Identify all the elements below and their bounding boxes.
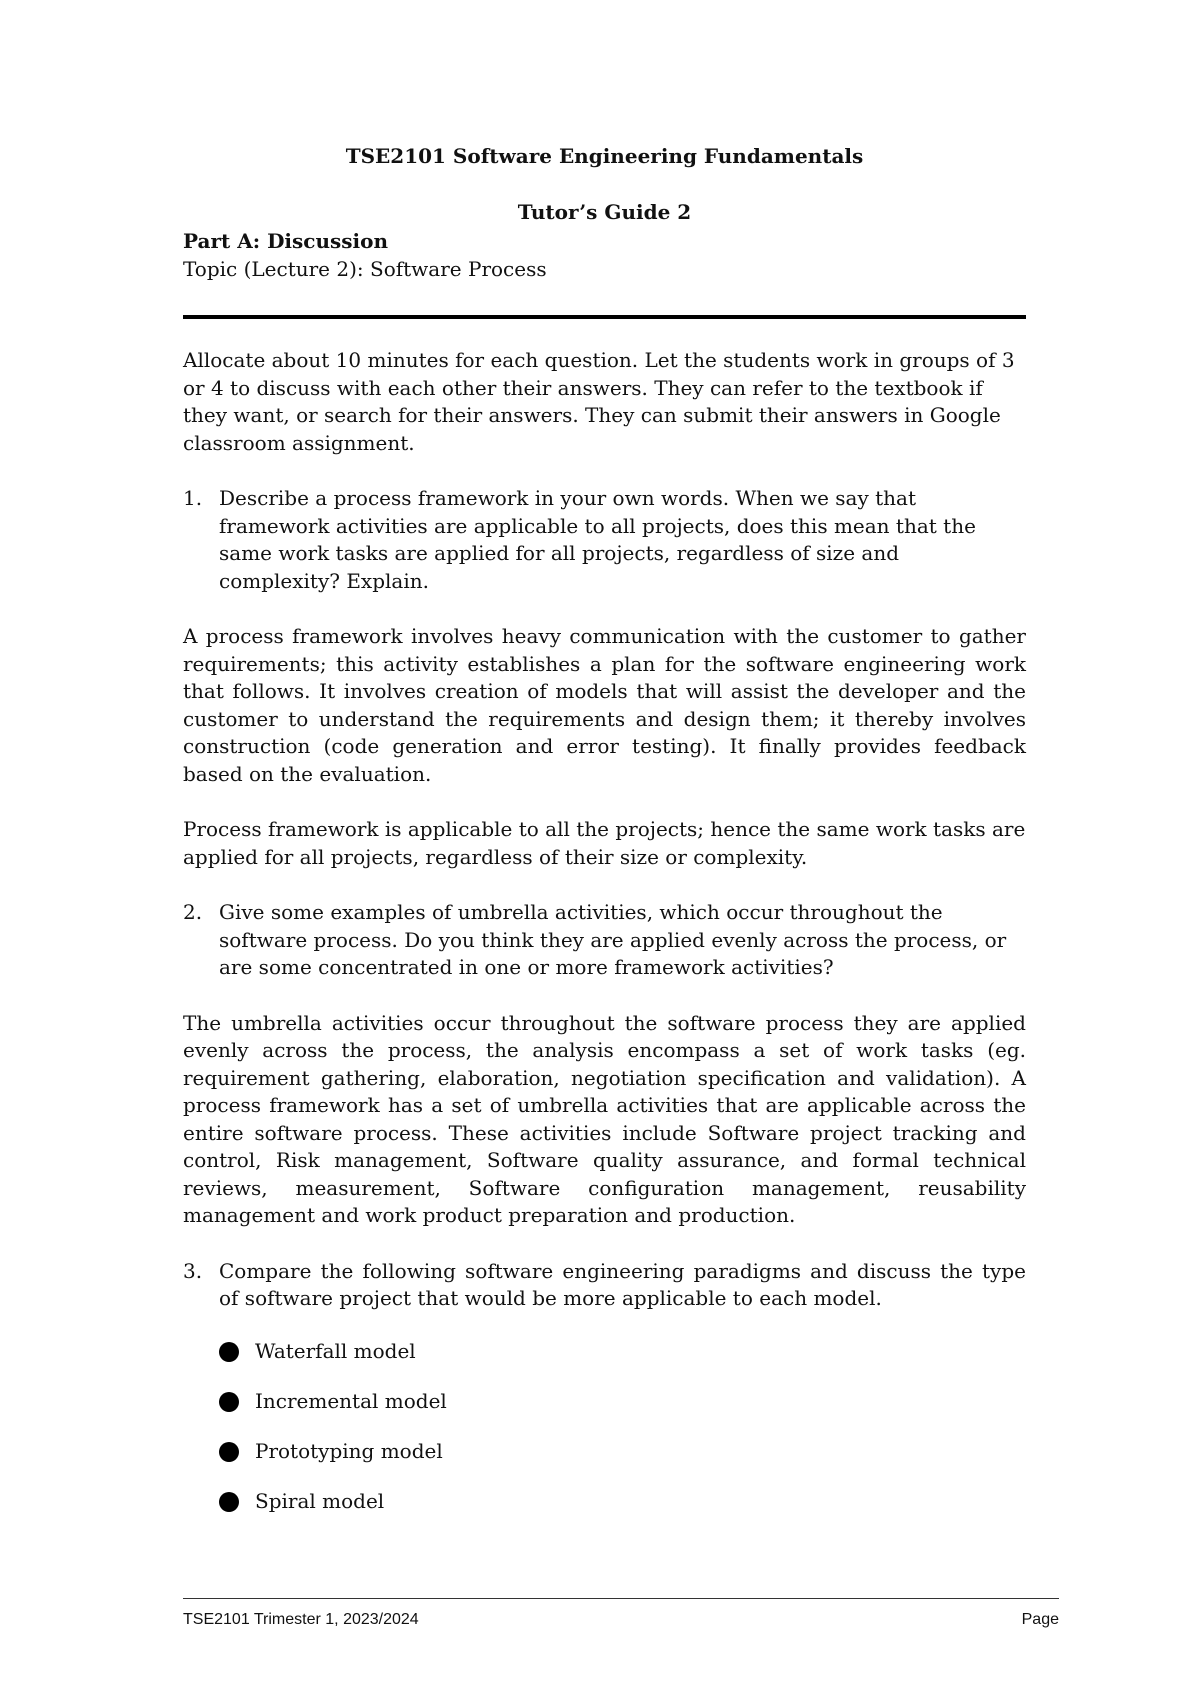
bullet-dot-icon [219,1492,239,1512]
question-text: Compare the following software engineering paradigms and discuss the type of software project that would be more applicable to each model. [219,1258,1026,1310]
list-item [219,1427,1026,1477]
footer-course-term: TSE2101 Trimester 1, 2023/2024 [183,1611,419,1628]
bullet-text: Spiral model [255,1488,385,1513]
list-item [219,1377,1026,1427]
page-footer [183,1598,1059,1629]
answer-paragraph: A process framework involves heavy communication with the customer to gather requirements; this activity establishes a plan for the software engineering work that follows. It involves creation of models that will assist the developer and the customer to understand the requirements and design them; it thereby involves construction (code generation and error testing). It finally provides feedback based on the evaluation. [183,624,1026,786]
bullet-dot-icon [219,1392,239,1412]
answer-paragraph: Process framework is applicable to all the projects; hence the same work tasks are applied for all projects, regardless of their size or complexity. [183,817,1026,869]
question-3 [183,1258,1026,1313]
question-number: 3. [183,1258,203,1283]
document-title: TSE2101 Software Engineering Fundamentals [345,144,864,168]
answer-paragraph: The umbrella activities occur throughout the software process they are applied evenly across the process, the analysis encompass a set of work tasks (eg. requirement gathering, elaboration, negotiation specification and validation). A process framework has a set of umbrella activities that are applicable across the entire software process. These activities include Software project tracking and control, Risk management, Software quality assurance, and formal technical reviews, measurement, Software configuration management, reusability management and work product preparation and production. [183,1010,1026,1227]
page-content [183,143,1026,1527]
bullet-dot-icon [219,1442,239,1462]
question-text: Describe a process framework in your own words. When we say that framework activities are applicable to all projects, does this mean that the same work tasks are applied for all projects, regardless of size and complexity? Explain. [219,486,976,593]
bullet-text: Prototyping model [255,1438,443,1463]
guide-title: Tutor’s Guide 2 [517,199,692,224]
model-bullet-list [219,1327,1026,1527]
question-1 [183,485,1026,595]
horizontal-rule [183,315,1026,319]
list-item [219,1327,1026,1377]
question-number: 1. [183,486,203,510]
question-number: 2. [183,900,203,924]
question-2 [183,899,1026,982]
part-heading: Part A: Discussion [183,229,388,253]
footer-page-label: Page [1021,1611,1059,1628]
topic-line: Topic (Lecture 2): Software Process [183,256,547,281]
question-text: Give some examples of umbrella activities, which occur throughout the software process. Do you think they are applied evenly across the process, or are some concentrated in one or more framework activities? [219,900,1007,979]
instructions-paragraph: Allocate about 10 minutes for each question. Let the students work in groups of 3 or 4 to discuss with each other their answers. They can refer to the textbook if they want, or search for their answers. They can submit their answers in Google classroom assignment. [183,348,1015,455]
bullet-text: Incremental model [255,1388,447,1413]
bullet-dot-icon [219,1342,239,1362]
bullet-text: Waterfall model [255,1338,416,1363]
list-item [219,1477,1026,1527]
